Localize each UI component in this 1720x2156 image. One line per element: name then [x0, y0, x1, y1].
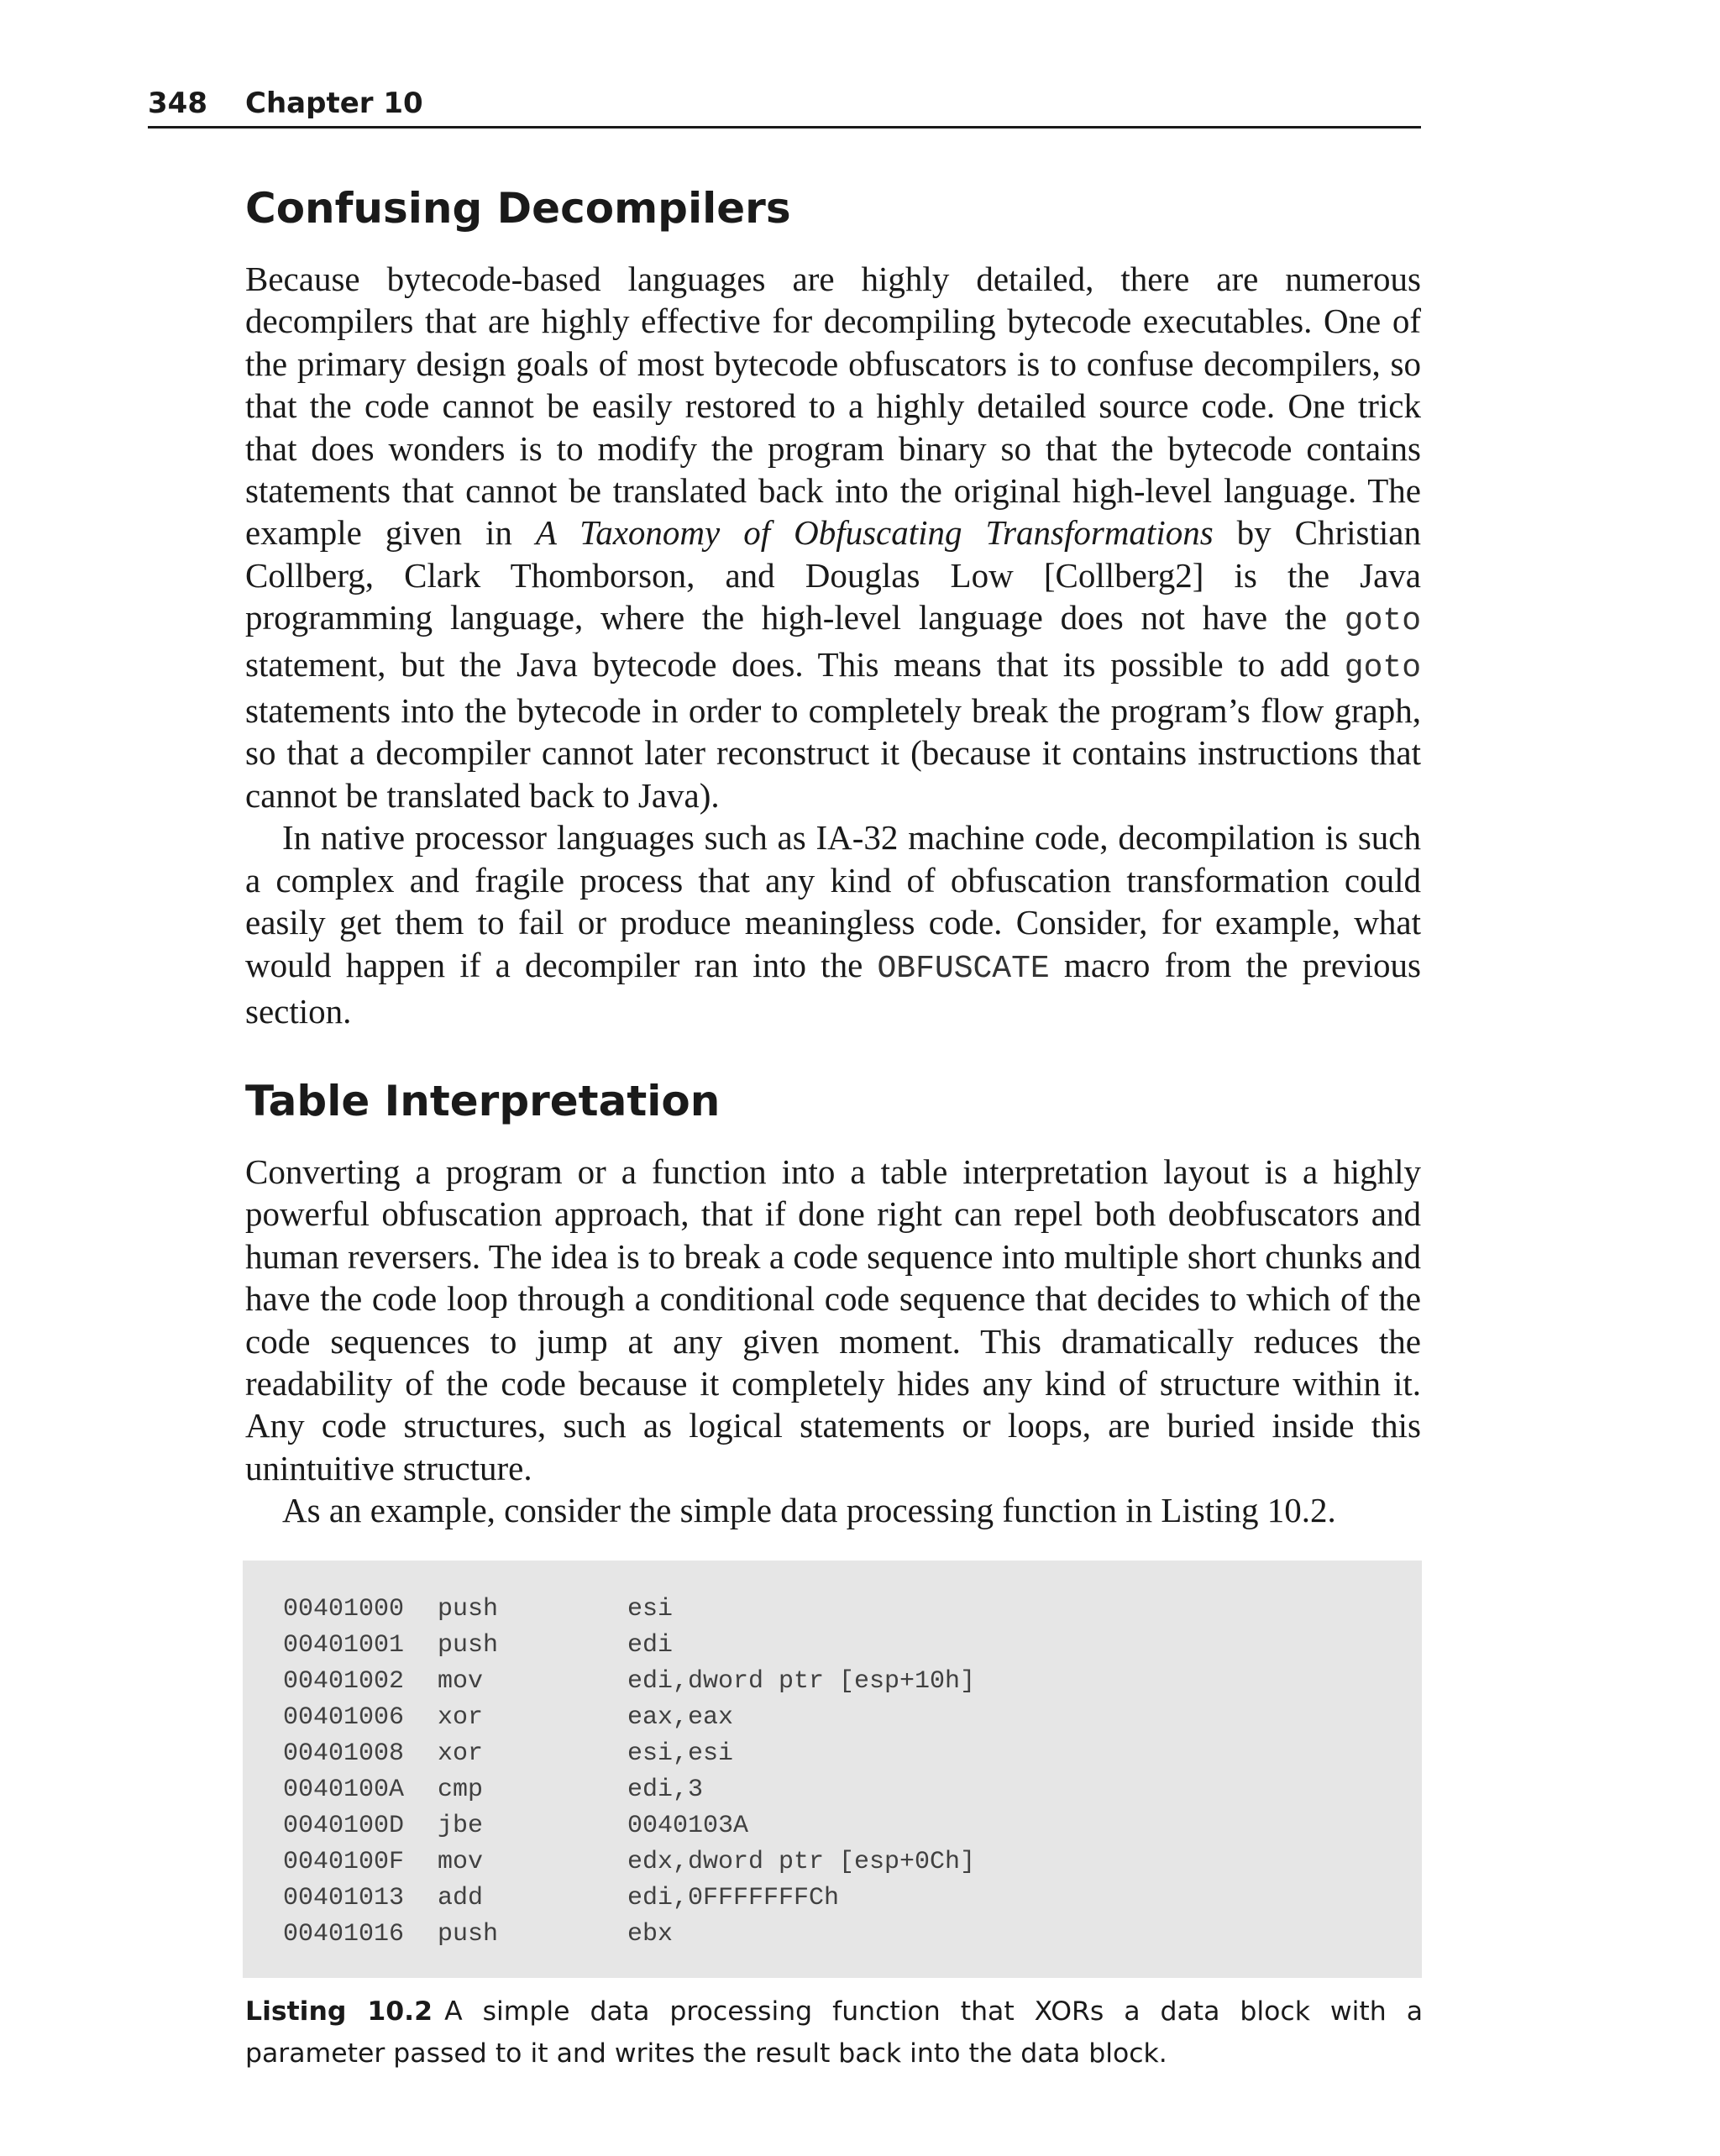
citation-title: A Taxonomy of Obfuscating Transformations [535, 513, 1214, 553]
chapter-title: Chapter 10 [245, 87, 423, 120]
paragraph: As an example, consider the simple data processing function in Listing 10.2. [282, 1491, 1336, 1530]
section-heading-table-interpretation: Table Interpretation [245, 1077, 721, 1125]
code-mnemonic: mov [438, 1667, 484, 1696]
code-listing [243, 1561, 1422, 1978]
code-address: 00401000 [283, 1595, 405, 1624]
caption-label: Listing 10.2 [245, 1996, 433, 2027]
listing-caption [245, 1991, 1423, 2075]
code-operands: 0040103A [627, 1812, 749, 1840]
inline-code: OBFUSCATE [877, 950, 1050, 987]
code-mnemonic: mov [438, 1848, 484, 1876]
code-address: 00401013 [283, 1884, 405, 1912]
inline-code: goto [1344, 649, 1421, 686]
code-operands: esi [627, 1595, 674, 1624]
code-operands: edi,3 [627, 1776, 704, 1804]
code-address: 0040100F [283, 1848, 405, 1876]
paragraph: Converting a program or a function into a table interpretation layout is a highly powerful obfuscation approach, that if done right can repel both deobfuscators and human reversers. The idea is to break a code sequence into multiple short chunks and have the code loop through a conditional code sequence that decides to which of the code sequences to jump at any given moment. This dramatically reduces the readability of the code because it completely hides any kind of structure within it. Any code structures, such as logical statements or loops, are buried inside this unintuitive structure. [245, 1152, 1421, 1487]
code-mnemonic: xor [438, 1739, 484, 1768]
section-body-table-interpretation [245, 1151, 1421, 1532]
code-address: 0040100D [283, 1812, 405, 1840]
running-header [148, 81, 1421, 129]
inline-code: goto [1344, 603, 1421, 640]
code-operands: edi,dword ptr [esp+10h] [627, 1667, 976, 1696]
code-operands: edi,0FFFFFFFCh [627, 1884, 840, 1912]
page-number: 348 [148, 87, 207, 120]
code-operands: edx,dword ptr [esp+0Ch] [627, 1848, 976, 1876]
code-address: 00401001 [283, 1631, 405, 1660]
code-address: 0040100A [283, 1776, 405, 1804]
code-mnemonic: push [438, 1631, 499, 1660]
code-address: 00401016 [283, 1920, 405, 1949]
code-mnemonic: jbe [438, 1812, 484, 1840]
code-operands: esi,esi [627, 1739, 734, 1768]
code-address: 00401008 [283, 1739, 405, 1768]
code-mnemonic: push [438, 1920, 499, 1949]
caption-text: A simple data processing function that XORs a data block with a parameter passed to it and writes the result back into the data block. [245, 1996, 1423, 2069]
code-mnemonic: cmp [438, 1776, 484, 1804]
section-body-confusing-decompilers [245, 258, 1421, 1032]
paragraph: In native processor languages such as IA-32 machine code, decompilation is such a complex and fragile process that any kind of obfuscation transformation could easily get them to fail or produce meaningless code. Consider, for example, what would happen if a decompiler ran into the OBFUSCATE macro from the previous section. [245, 818, 1421, 1031]
section-heading-confusing-decompilers: Confusing Decompilers [245, 184, 791, 233]
code-mnemonic: push [438, 1595, 499, 1624]
code-address: 00401002 [283, 1667, 405, 1696]
code-operands: eax,eax [627, 1703, 734, 1732]
paragraph: Because bytecode-based languages are highly detailed, there are numerous decompilers that are highly effective for decompiling bytecode executables. One of the primary design goals of most bytecode obfuscators is to confuse decompilers, so that the code cannot be easily restored to a highly detailed source code. One trick that does wonders is to modify the program binary so that the bytecode contains statements that cannot be translated back into the original high-level language. The example given in A Taxonomy of Obfuscating Transformations by Christian Collberg, Clark Thomborson, and Douglas Low [Collberg2] is the Java programming language, where the high-level language does not have the goto statement, but the Java bytecode does. This means that its possible to add goto statements into the bytecode in order to completely break the program’s flow graph, so that a decompiler cannot later reconstruct it (because it contains instructions that cannot be translated back to Java). [245, 260, 1421, 815]
code-address: 00401006 [283, 1703, 405, 1732]
code-mnemonic: add [438, 1884, 484, 1912]
code-operands: edi [627, 1631, 674, 1660]
code-mnemonic: xor [438, 1703, 484, 1732]
code-operands: ebx [627, 1920, 674, 1949]
